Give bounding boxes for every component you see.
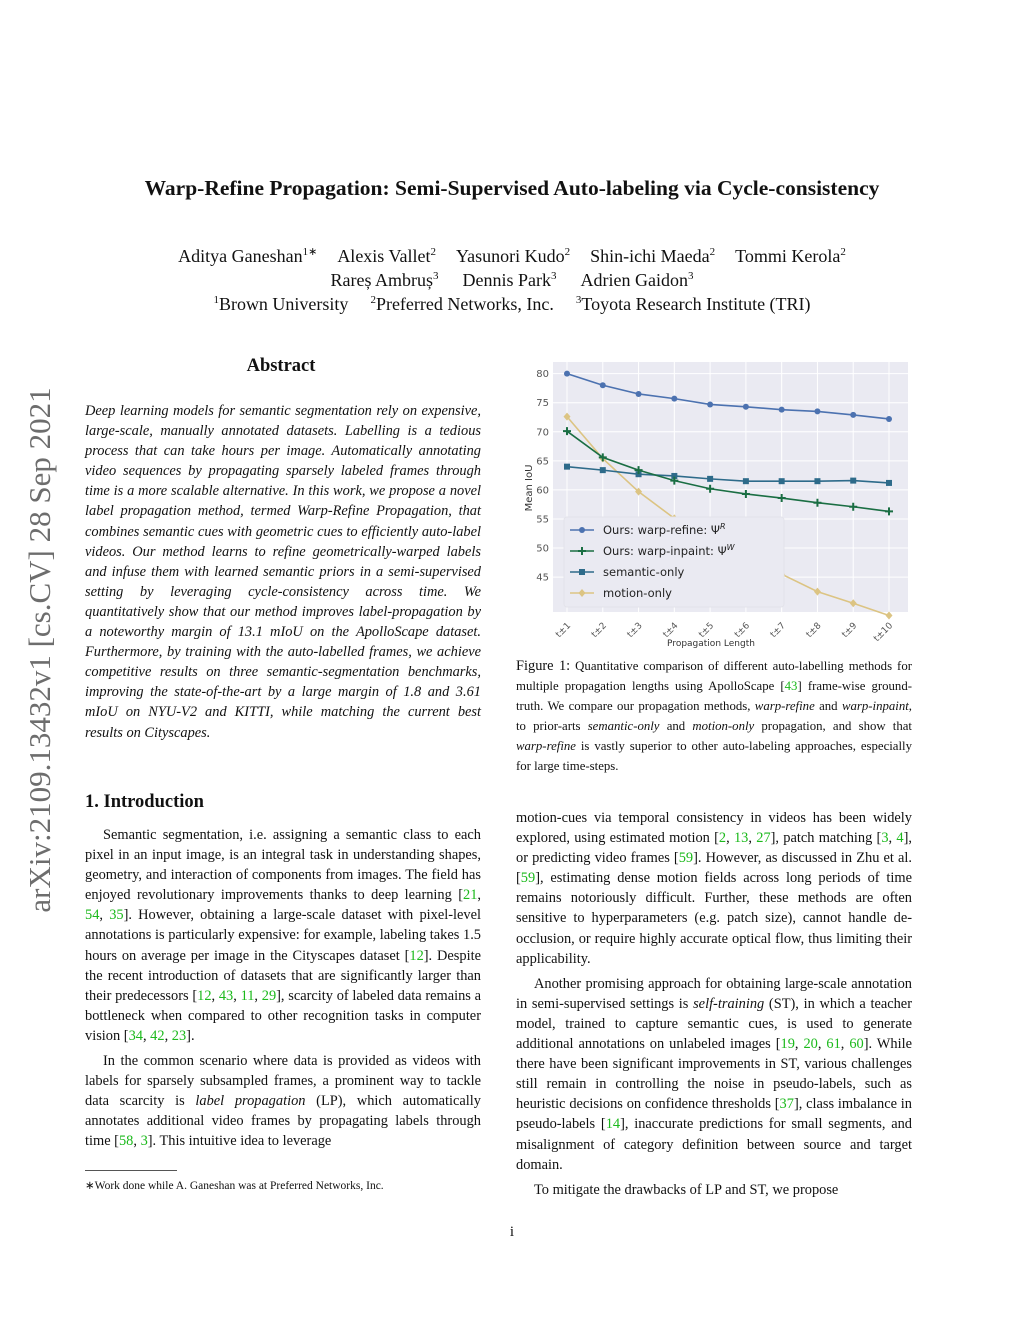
citation-link[interactable]: 37 (779, 1096, 794, 1113)
author-marker: 1∗ (302, 246, 318, 258)
affiliation (213, 294, 348, 314)
x-tick-label: t±5 (697, 621, 717, 640)
data-point (814, 478, 820, 484)
author-name: Dennis Park (462, 270, 551, 290)
y-tick-label: 55 (536, 514, 549, 526)
caption-label: Figure 1: (516, 658, 571, 674)
citation-link[interactable]: 19 (780, 1036, 795, 1053)
author-marker: 2 (709, 246, 716, 258)
data-point (779, 407, 785, 413)
citation-link[interactable]: 23 (171, 1027, 187, 1044)
citation-link[interactable]: 11 (240, 987, 255, 1004)
author-marker: 2 (564, 246, 571, 258)
emphasis: self-training (693, 995, 765, 1012)
affiliation-name: Brown University (218, 294, 349, 314)
author (456, 246, 570, 266)
citation-link[interactable]: 61 (826, 1036, 841, 1053)
author (463, 270, 557, 290)
affiliation (576, 294, 811, 314)
intro-paragraph-2: In the common scenario where data is provided as videos with labels for sparsely subsampled frames, a prominent way to tackle data scarcity is label propagation (LP), which automatically annotates additional video frames by propagating labels through time [58, 3]. This intuitive idea to leverage (85, 1053, 481, 1150)
y-axis-label: Mean IoU (524, 464, 535, 512)
citation-link[interactable]: 12 (197, 987, 212, 1004)
author-name: Aditya Ganeshan (178, 246, 303, 266)
data-point (886, 480, 892, 486)
y-tick-label: 70 (536, 427, 549, 439)
right-column-body (516, 808, 912, 1200)
abstract-text: Deep learning models for semantic segmentation rely on expensive, large-scale, manually annotated datasets. Labelling is a tedious process that can take hours per image. Automatically annotating video sequences by propagating sparsely labeled frames through time is a more scalable alternative. In this work, we propose a novel label propagation method, termed Warp-Refine Propagation, that combines semantic cues with geometric cues to efficiently auto-label videos. Our method learns to refine geometrically-warped labels and infuse them with learned semantic priors in a semi-supervised setting by leveraging cycle-consistency across time. We quantitatively show that our method improves label-propagation by a noteworthy margin of 13.1 mIoU on the ApolloScape dataset. Furthermore, by training with the auto-labelled frames, we achieve competitive results on three semantic-segmentation benchmarks, improving the state-of-the-art by a large margin of 1.8 and 3.61 mIoU on NYU-V2 and KITTI, while matching the current best results on Cityscapes. (85, 403, 481, 741)
legend-label: Ours: warp-refine: $\Psi^R$ (603, 522, 726, 537)
citation-link[interactable]: 20 (803, 1036, 818, 1053)
data-point (886, 611, 893, 619)
data-point (850, 412, 856, 418)
author-marker: 3 (551, 270, 557, 282)
emphasis: label propagation (195, 1093, 306, 1110)
citation-link[interactable]: 13 (733, 830, 749, 847)
figure-1-chart (516, 356, 912, 652)
intro-paragraph-1: Semantic segmentation, i.e. assigning a semantic class to each pixel in an input image, is an integral task in understanding shapes, geometry, and interaction of components from images. The field has enjoyed revolutionary improvements thanks to deep learning [21, 54, 35]. However, obtaining a large-scale dataset with pixel-level annotations is particularly expensive: for example, labeling takes 1.5 hours on average per image in the Cityscapes dataset [12]. Despite the recent introduction of datasets that are significantly larger than their predecessors [12, 43, 11, 29], scarcity of labeled data remains a bottleneck when compared to other recognition tasks in computer vision [34, 42, 23]. (85, 827, 482, 1044)
x-tick-label: t±1 (554, 621, 574, 640)
data-point (600, 467, 606, 473)
citation-link[interactable]: 59 (520, 870, 536, 887)
author-marker: 2 (430, 246, 436, 258)
data-point (779, 478, 785, 484)
emphasis: warp-refine (754, 699, 815, 713)
y-tick-label: 50 (536, 543, 549, 555)
citation-link[interactable]: 21 (463, 887, 478, 904)
x-tick-label: t±2 (589, 621, 609, 640)
x-tick-label: t±6 (733, 621, 753, 640)
y-tick-label: 80 (536, 369, 549, 381)
legend-label-superscript: W (726, 543, 735, 552)
legend-swatch-marker (579, 569, 585, 575)
citation-link[interactable]: 43 (784, 679, 798, 693)
legend-label: motion-only (603, 586, 672, 600)
intro-paragraph-3: motion-cues via temporal consistency in videos has been widely explored, using estimated motion [2, 13, 27], patch matching [3, 4], or predicting video frames [59]. However, as discussed in Zhu et al. [59], estimating dense motion fields across long periods of time remains notoriously difficult. Further, these methods are often sensitive to hyperparameters (e.g. patch size), cannot handle de-occlusion, or require highly accurate optical flow, thus limiting their applicability. (516, 810, 913, 967)
data-point (886, 416, 892, 422)
section-heading-introduction: 1. Introduction (85, 792, 204, 812)
y-tick-label: 65 (536, 456, 549, 468)
affiliation-marker: 1 (213, 294, 219, 306)
legend-label: semantic-only (603, 565, 685, 579)
intro-paragraph-4: Another promising approach for obtaining large-scale annotation in semi-supervised settings is self-training (ST), in which a teacher model, trained to capture semantic cues, is used to generate additional annotations on unlabeled images [19, 20, 61, 60]. While there have been significant improvements in ST, various challenges still remain in controlling the noise in pseudo-labels, such as heuristic decisions on confidence thresholds [37], class imbalance in pseudo-labels [14], inaccurate predictions for small segments, and misalignment of category definition between source and target domain. (516, 975, 913, 1173)
y-tick-label: 45 (536, 572, 549, 584)
author-marker: 3 (687, 270, 694, 282)
author-name: Rareș Ambruș (330, 270, 433, 290)
author (337, 246, 436, 266)
citation-link[interactable]: 59 (678, 850, 694, 867)
left-column-body (85, 825, 481, 1152)
author-name: Tommi Kerola (735, 246, 841, 266)
emphasis: motion-only (692, 719, 755, 733)
author (581, 270, 694, 290)
citation-link[interactable]: 35 (109, 907, 124, 924)
affiliation-name: Preferred Networks, Inc. (375, 294, 554, 314)
footnote-rule (85, 1170, 177, 1171)
arxiv-stamp: arXiv:2109.13432v1 [cs.CV] 28 Sep 2021 (22, 387, 57, 913)
abstract-heading: Abstract (246, 356, 316, 376)
data-point (564, 371, 570, 377)
data-point (707, 476, 713, 482)
citation-link[interactable]: 3 (881, 830, 889, 847)
author-name: Shin-ichi Maeda (590, 246, 710, 266)
data-point (743, 404, 749, 410)
data-point (814, 408, 820, 414)
author-name: Yasunori Kudo (455, 246, 565, 266)
x-tick-label: t±4 (661, 621, 681, 640)
y-tick-label: 60 (536, 485, 549, 497)
author-marker: 2 (840, 246, 846, 258)
author (590, 246, 715, 266)
paper-title: Warp-Refine Propagation: Semi-Supervised Auto-labeling via Cycle-consistency (144, 176, 880, 200)
figure-1-caption (516, 656, 912, 776)
data-point (636, 391, 642, 397)
x-tick-label: t±7 (768, 621, 788, 640)
citation-link[interactable]: 34 (128, 1027, 143, 1044)
x-tick-label: t±9 (840, 621, 860, 640)
x-tick-label: t±8 (804, 621, 824, 640)
author-marker: 3 (433, 270, 439, 282)
citation-link[interactable]: 12 (409, 947, 424, 964)
citation-link[interactable]: 29 (261, 987, 277, 1004)
citation-link[interactable]: 58 (118, 1133, 134, 1150)
affiliation-name: Toyota Research Institute (TRI) (581, 294, 811, 314)
affiliation (370, 294, 553, 314)
author-name: Alexis Vallet (337, 246, 431, 266)
citation-link[interactable]: 2 (718, 830, 727, 847)
affiliations (60, 288, 964, 316)
citation-link[interactable]: 42 (150, 1027, 165, 1044)
data-point (564, 464, 570, 470)
caption-text: Quantitative comparison of different auto-labelling methods for multiple propagation lengths using ApolloScape [43] frame-wise ground-truth. We compare our propagation methods, warp-refine and warp-inpaint, to prior-arts semantic-only and motion-only propagation, and show that warp-refine is vastly superior to other auto-labeling approaches, especially for large time-steps. (516, 659, 912, 773)
data-point (743, 478, 749, 484)
emphasis: warp-inpaint (841, 699, 909, 713)
author (178, 246, 317, 266)
footnote: ∗Work done while A. Ganeshan was at Preferred Networks, Inc. (85, 1180, 384, 1192)
data-point (707, 401, 713, 407)
page-number: i (509, 1224, 515, 1240)
legend-swatch-marker (579, 527, 585, 533)
data-point (600, 382, 606, 388)
data-point (850, 478, 856, 484)
emphasis: warp-refine (516, 739, 576, 753)
affiliation-marker: 3 (575, 294, 582, 306)
author (735, 246, 846, 266)
citation-link[interactable]: 3 (140, 1133, 148, 1150)
citation-link[interactable]: 43 (218, 987, 234, 1004)
author-name: Adrien Gaidon (580, 270, 688, 290)
citation-link[interactable]: 14 (605, 1116, 621, 1133)
author (331, 270, 439, 290)
x-tick-label: t±3 (625, 621, 645, 640)
legend-label: Ours: warp-inpaint: $\Psi^W$ (603, 543, 735, 558)
affiliation-marker: 2 (370, 294, 376, 306)
citation-link[interactable]: 27 (756, 830, 771, 847)
y-tick-label: 75 (536, 398, 549, 410)
legend-label-superscript: R (719, 522, 726, 531)
citation-link[interactable]: 60 (849, 1036, 864, 1053)
data-point (671, 396, 677, 402)
citation-link[interactable]: 54 (85, 907, 100, 924)
x-axis-label: Propagation Length (667, 639, 755, 649)
intro-paragraph-5: To mitigate the drawbacks of LP and ST, we propose (534, 1181, 839, 1198)
citation-link[interactable]: 4 (896, 830, 904, 847)
emphasis: semantic-only (587, 719, 660, 733)
x-tick-label: t±10 (872, 621, 896, 645)
